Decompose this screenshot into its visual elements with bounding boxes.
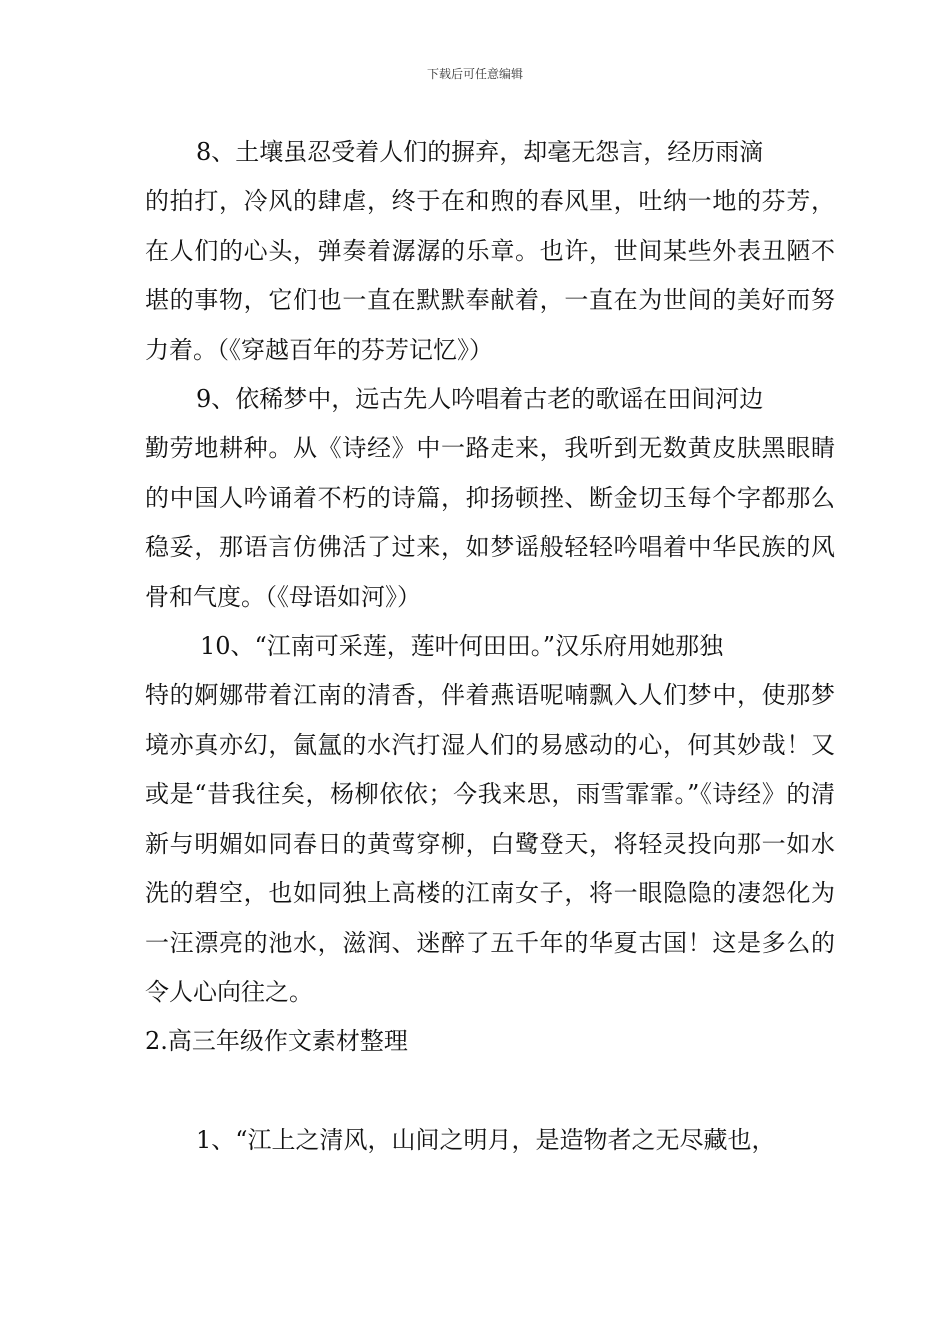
- paragraph-first-line: 8、土壤虽忍受着人们的摒弃，却毫无怨言，经历雨滴: [196, 138, 764, 166]
- paragraph-10: [145, 622, 835, 1017]
- paragraph-first-line: 10、“江南可采莲，莲叶何田田。”汉乐府用她那独: [200, 632, 724, 661]
- paragraph-first-line: 1、“江上之清风，山间之明月，是造物者之无尽藏也，: [196, 1125, 776, 1154]
- section-title: 2.高三年级作文素材整理: [145, 1027, 408, 1056]
- paragraph-text: 的拍打，冷风的肆虐，终于在和煦的春风里，吐纳一地的芬芳，在人们的心头，弹奏着潺潺的乐章。也许，世间某些外表丑陋不堪的事物，它们也一直在默默奉献着，一直在为世间的美好而努力着。（《穿越百年的芬芳记忆》）: [145, 187, 835, 364]
- page-header: 下载后可任意编辑: [426, 67, 523, 81]
- blank-line: [145, 1067, 835, 1116]
- paragraph-1: [145, 1116, 835, 1165]
- paragraph-8: [145, 128, 835, 375]
- paragraph-text: 勤劳地耕种。从《诗经》中一路走来，我听到无数黄皮肤黑眼睛的中国人吟诵着不朽的诗篇，抑扬顿挫、断金切玉每个字都那么稳妥，那语言仿佛活了过来，如梦谣般轻轻吟唱着中华民族的风骨和气度。（《母语如河》）: [145, 434, 835, 611]
- paragraph-first-line: 9、依稀梦中，远古先人吟唱着古老的歌谣在田间河边: [196, 385, 764, 414]
- paragraph-text: 特的婀娜带着江南的清香，伴着燕语呢喃飘入人们梦中，使那梦境亦真亦幻，氤氲的水汽打湿人们的易感动的心，何其妙哉！又或是“昔我往矣，杨柳依依；今我来思，雨雪霏霏。”《诗经》的清新与明媚如同春日的黄莺穿柳，白鹭登天，将轻灵投向那一如水洗的碧空，也如同独上高楼的江南女子，将一眼隐隐的凄怨化为一汪漂亮的池水，滋润、迷醉了五千年的华夏古国！这是多么的令人心向往之。: [145, 681, 835, 1006]
- paragraph-9: [145, 375, 835, 622]
- document-body: [145, 128, 835, 1165]
